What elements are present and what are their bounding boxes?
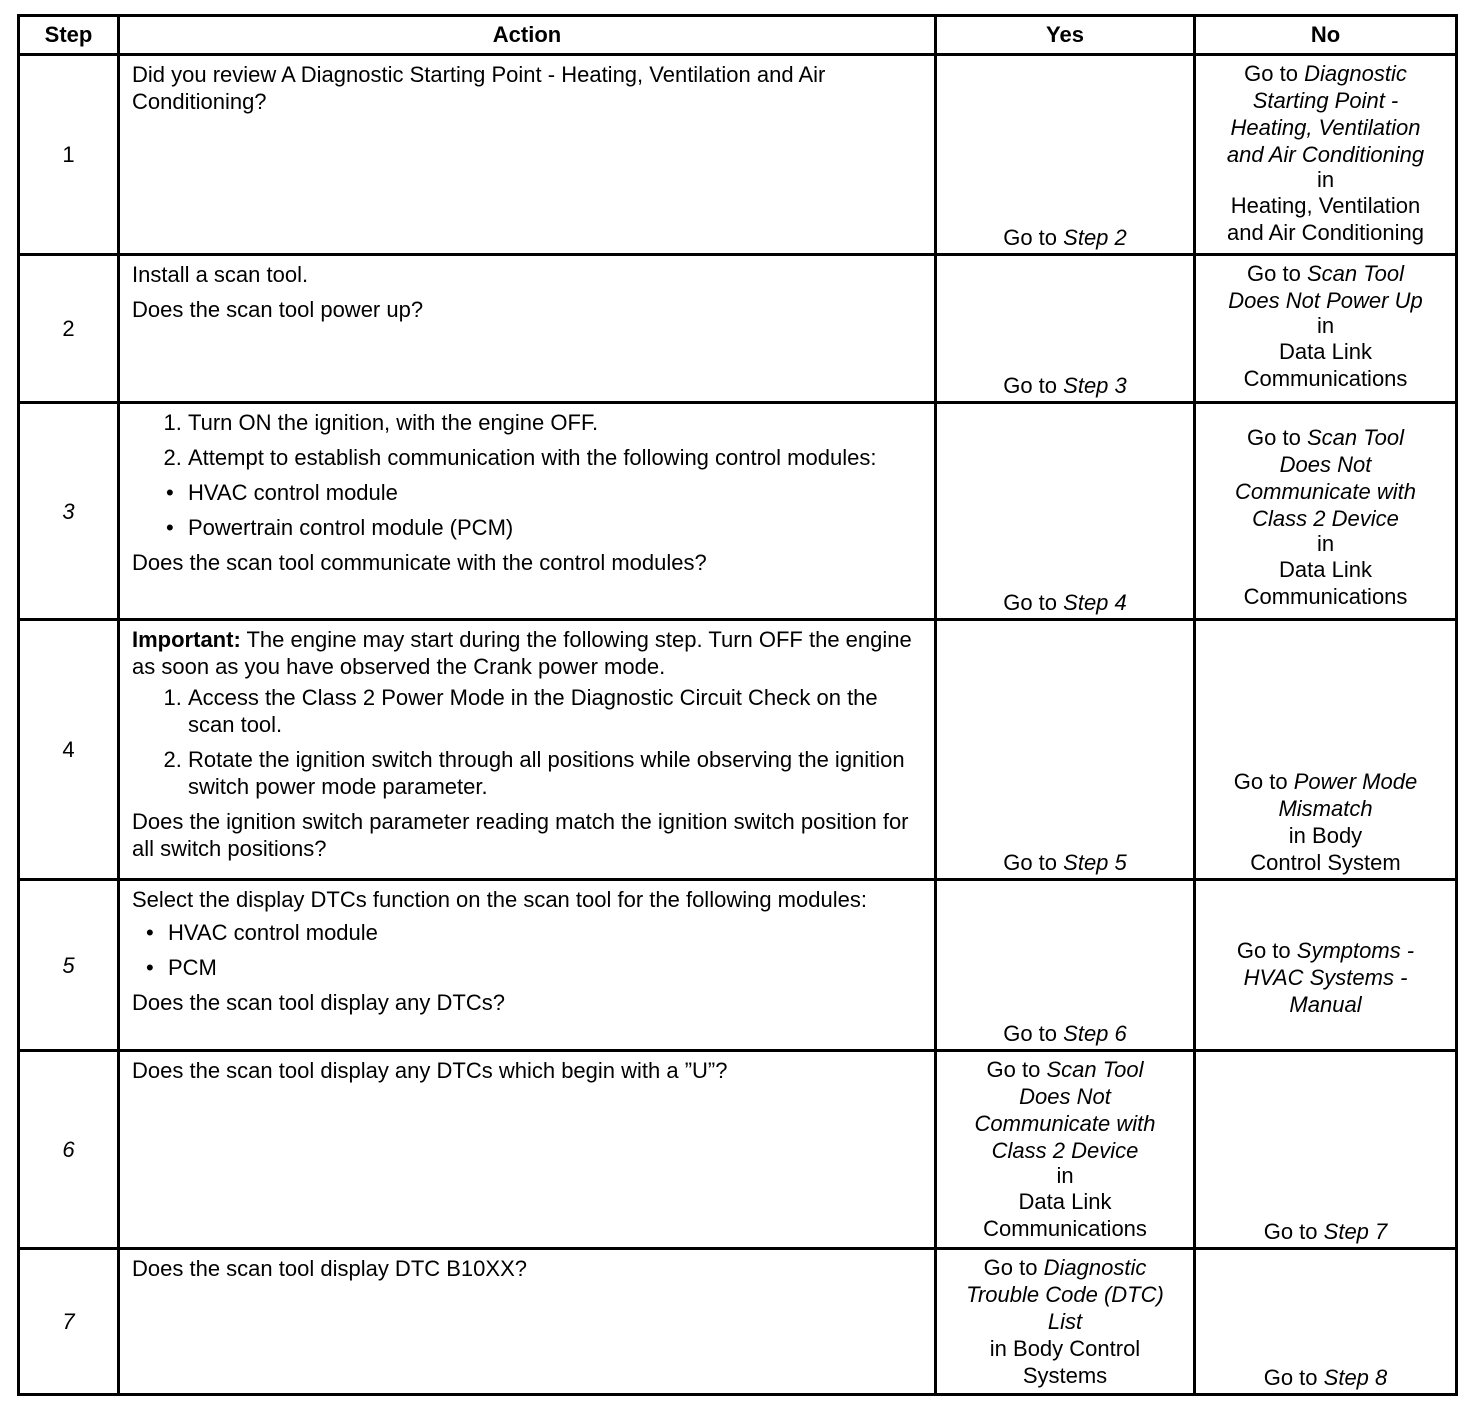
yes-cell: Go to Diagnostic Trouble Code (DTC) List in Body Control Systems (936, 1249, 1195, 1395)
action-cell (119, 1051, 936, 1249)
bullet-list: • HVAC control module • PCM (132, 919, 922, 981)
step-link[interactable]: Step 5 (1063, 850, 1127, 875)
reference-link[interactable]: Scan Tool (1046, 1057, 1144, 1082)
action-cell (119, 55, 936, 255)
reference-link[interactable]: Does Not (1279, 452, 1372, 477)
step-number: 1 (19, 55, 119, 255)
reference-link[interactable]: Scan Tool (1306, 425, 1404, 450)
action-cell: Select the display DTCs function on the scan tool for the following modules: • HVAC control module • PCM Does the scan tool display any DTCs? (119, 880, 936, 1051)
question-text: Does the scan tool display any DTCs which begin with a ”U”? (132, 1058, 728, 1083)
step-number: 2 (19, 255, 119, 403)
yes-cell: Go to Step 2 (936, 55, 1195, 255)
step-link[interactable]: Step 4 (1063, 590, 1127, 615)
table-row (19, 1249, 1457, 1395)
step-link[interactable]: Step 2 (1063, 225, 1127, 250)
reference-link[interactable]: Diagnostic (1043, 1255, 1147, 1280)
step-number: 7 (19, 1249, 119, 1395)
numbered-steps: 1. Access the Class 2 Power Mode in the Diagnostic Circuit Check on the scan tool. 2. Rotate the ignition switch through all positions while observing the ignition switch power mode parameter. (132, 684, 922, 800)
reference-link[interactable]: Trouble Code (DTC) (966, 1282, 1164, 1307)
yes-cell: Go to Step 5 (936, 620, 1195, 880)
header-no: No (1195, 16, 1457, 55)
reference-link[interactable]: Mismatch (1278, 796, 1373, 821)
reference-link[interactable]: and Air Conditioning (1226, 142, 1425, 167)
numbered-steps: 1. Turn ON the ignition, with the engine OFF. 2. Attempt to establish communication with the following control modules: (132, 409, 922, 471)
step-link[interactable]: Step 3 (1063, 373, 1127, 398)
no-cell: Go to Scan Tool Does Not Power Up in Data Link Communications (1195, 255, 1457, 403)
table-row (19, 620, 1457, 880)
reference-link[interactable]: Communicate with (974, 1111, 1156, 1136)
reference-link[interactable]: Power Mode (1293, 769, 1418, 794)
reference-link[interactable]: Class 2 Device (1252, 506, 1399, 531)
step-number: 6 (19, 1051, 119, 1249)
reference-link[interactable]: Does Not Power Up (1228, 288, 1423, 313)
important-note: Important: The engine may start during the following step. Turn OFF the engine as soon as you have observed the Crank power mode. (132, 627, 912, 679)
step-link[interactable]: Step 6 (1063, 1021, 1127, 1046)
bullet-list: • HVAC control module • Powertrain control module (PCM) (132, 479, 922, 541)
action-text: Did you review A Diagnostic Starting Point - Heating, Ventilation and Air Conditioning? (132, 62, 826, 114)
reference-link[interactable]: Symptoms - (1296, 938, 1415, 963)
yes-cell: Go to Step 6 (936, 880, 1195, 1051)
action-cell (119, 1249, 936, 1395)
action-cell (119, 403, 936, 620)
no-cell: Go to Symptoms - HVAC Systems - Manual (1195, 880, 1457, 1051)
diagnostic-table (17, 14, 1458, 1396)
reference-link[interactable]: Starting Point - (1252, 88, 1399, 113)
reference-link[interactable]: Manual (1289, 992, 1362, 1017)
table-row (19, 55, 1457, 255)
no-cell: Go to Power Mode Mismatch in Body Control System (1195, 620, 1457, 880)
step-number: 3 (19, 403, 119, 620)
step-number: 5 (19, 880, 119, 1051)
table-row (19, 403, 1457, 620)
no-cell: Go to Step 7 (1195, 1051, 1457, 1249)
header-action: Action (119, 16, 936, 55)
reference-link[interactable]: Diagnostic (1304, 61, 1407, 86)
yes-cell: Go to Step 3 (936, 255, 1195, 403)
yes-cell: Go to Step 4 (936, 403, 1195, 620)
question-text: Does the scan tool communicate with the control modules? (132, 550, 707, 575)
table-row (19, 880, 1457, 1051)
table-header-row (19, 16, 1457, 55)
question-text: Does the ignition switch parameter reading match the ignition switch position for all switch positions? (132, 809, 909, 861)
reference-link[interactable]: Communicate with (1235, 479, 1416, 504)
table-row (19, 255, 1457, 403)
action-cell (119, 620, 936, 880)
reference-link[interactable]: Heating, Ventilation (1230, 115, 1421, 140)
step-number: 4 (19, 620, 119, 880)
table-row (19, 1051, 1457, 1249)
yes-cell: Go to Scan Tool Does Not Communicate with Class 2 Device in Data Link Communications (936, 1051, 1195, 1249)
header-yes: Yes (936, 16, 1195, 55)
action-cell: Install a scan tool. Does the scan tool power up? (119, 255, 936, 403)
reference-link[interactable]: Does Not (1019, 1084, 1111, 1109)
header-step: Step (19, 16, 119, 55)
step-link[interactable]: Step 8 (1323, 1365, 1388, 1390)
no-cell: Go to Step 8 (1195, 1249, 1457, 1395)
reference-link[interactable]: Scan Tool (1306, 261, 1404, 286)
reference-link[interactable]: List (1047, 1309, 1083, 1334)
question-text: Does the scan tool display any DTCs? (132, 990, 505, 1015)
question-text: Does the scan tool display DTC B10XX? (132, 1256, 527, 1281)
no-cell: Go to Diagnostic Starting Point - Heating, Ventilation and Air Conditioning in Heating, Ventilation and Air Conditioning (1195, 55, 1457, 255)
reference-link[interactable]: Class 2 Device (991, 1138, 1139, 1163)
no-cell: Go to Scan Tool Does Not Communicate with Class 2 Device in Data Link Communications (1195, 403, 1457, 620)
reference-link[interactable]: HVAC Systems - (1243, 965, 1408, 990)
step-link[interactable]: Step 7 (1323, 1219, 1388, 1244)
